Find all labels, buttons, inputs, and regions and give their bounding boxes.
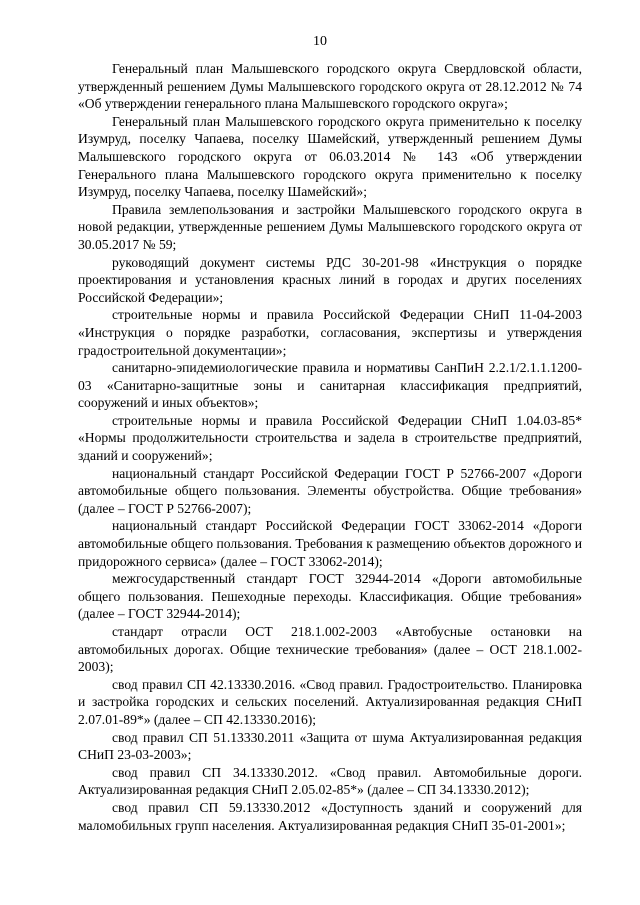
paragraph-gost-r-52766-2007: национальный стандарт Российской Федерации ГОСТ Р 52766-2007 «Дороги автомобильные общего пользования. Элементы обустройства. Общие требования» (далее – ГОСТ Р 52766-2007); <box>78 465 582 516</box>
paragraph-sanpin: санитарно-эпидемиологические правила и нормативы СанПиН 2.2.1/2.1.1.1200-03 «Санитарно-защитные зоны и санитарная классификация предприятий, сооружений и иных объектов»; <box>78 360 582 411</box>
paragraph-rds-30-201-98: руководящий документ системы РДС 30-201-98 «Инструкция о порядке проектирования и установления красных линий в городах и других поселениях Российской Федерации»; <box>78 254 582 305</box>
paragraph-sp-51-13330-2011: свод правил СП 51.13330.2011 «Защита от шума Актуализированная редакция СНиП 23-03-2003»; <box>78 729 582 763</box>
paragraph-gost-32944-2014: межгосударственный стандарт ГОСТ 32944-2014 «Дороги автомобильные общего пользования. Пешеходные переходы. Классификация. Общие требования» (далее – ГОСТ 32944-2014); <box>78 571 582 622</box>
paragraph-snip-1-04-03-85: строительные нормы и правила Российской Федерации СНиП 1.04.03-85* «Нормы продолжительности строительства и задела в строительстве предприятий, зданий и сооружений»; <box>78 412 582 464</box>
paragraph-sp-34-13330-2012: свод правил СП 34.13330.2012. «Свод правил. Автомобильные дороги. Актуализированная редакция СНиП 2.05.02-85*» (далее – СП 34.13330.2012); <box>78 764 582 798</box>
paragraph-sp-59-13330-2012: свод правил СП 59.13330.2012 «Доступность зданий и сооружений для маломобильных групп населения. Актуализированная редакция СНиП 35-01-2001»; <box>78 799 582 833</box>
paragraph-sp-42-13330-2016: свод правил СП 42.13330.2016. «Свод правил. Градостроительство. Планировка и застройка городских и сельских поселений. Актуализированная редакция СНиП 2.07.01-89*» (далее – СП 42.13330.2016); <box>78 676 582 727</box>
paragraph-gost-33062-2014: национальный стандарт Российской Федерации ГОСТ 33062-2014 «Дороги автомобильные общего пользования. Требования к размещению объектов дорожного и придорожного сервиса» (далее – ГОСТ 33062-2014); <box>78 518 582 569</box>
paragraph-land-use-rules: Правила землепользования и застройки Малышевского городского округа в новой редакции, утвержденные решением Думы Малышевского городского округа от 30.05.2017 № 59; <box>78 201 582 252</box>
page-number: 10 <box>313 34 327 49</box>
paragraph-snip-11-04-2003: строительные нормы и правила Российской Федерации СНиП 11-04-2003 «Инструкция о порядке разработки, согласования, экспертизы и утверждения градостроительной документации»; <box>78 307 582 358</box>
paragraph-general-plan-settlements: Генеральный план Малышевского городского округа применительно к поселку Изумруд, поселку Чапаева, поселку Шамейский, утвержденный решением Думы Малышевского городского округа от 06.03.2014 № 143 «Об утверждении Генерального плана Малышевского городского округа применительно к поселку Изумруд, поселку Чапаева, поселку Шамейский»; <box>78 113 582 200</box>
paragraph-ost-218-1-002-2003: стандарт отрасли ОСТ 218.1.002-2003 «Автобусные остановки на автомобильных дорогах. Общие технические требования» (далее – ОСТ 218.1.002-2003); <box>78 624 582 675</box>
document-body <box>78 60 582 834</box>
paragraph-general-plan: Генеральный план Малышевского городского округа Свердловской области, утвержденный решением Думы Малышевского городского округа от 28.12.2012 № 74 «Об утверждении генерального плана Малышевского городского округа»; <box>78 61 582 112</box>
